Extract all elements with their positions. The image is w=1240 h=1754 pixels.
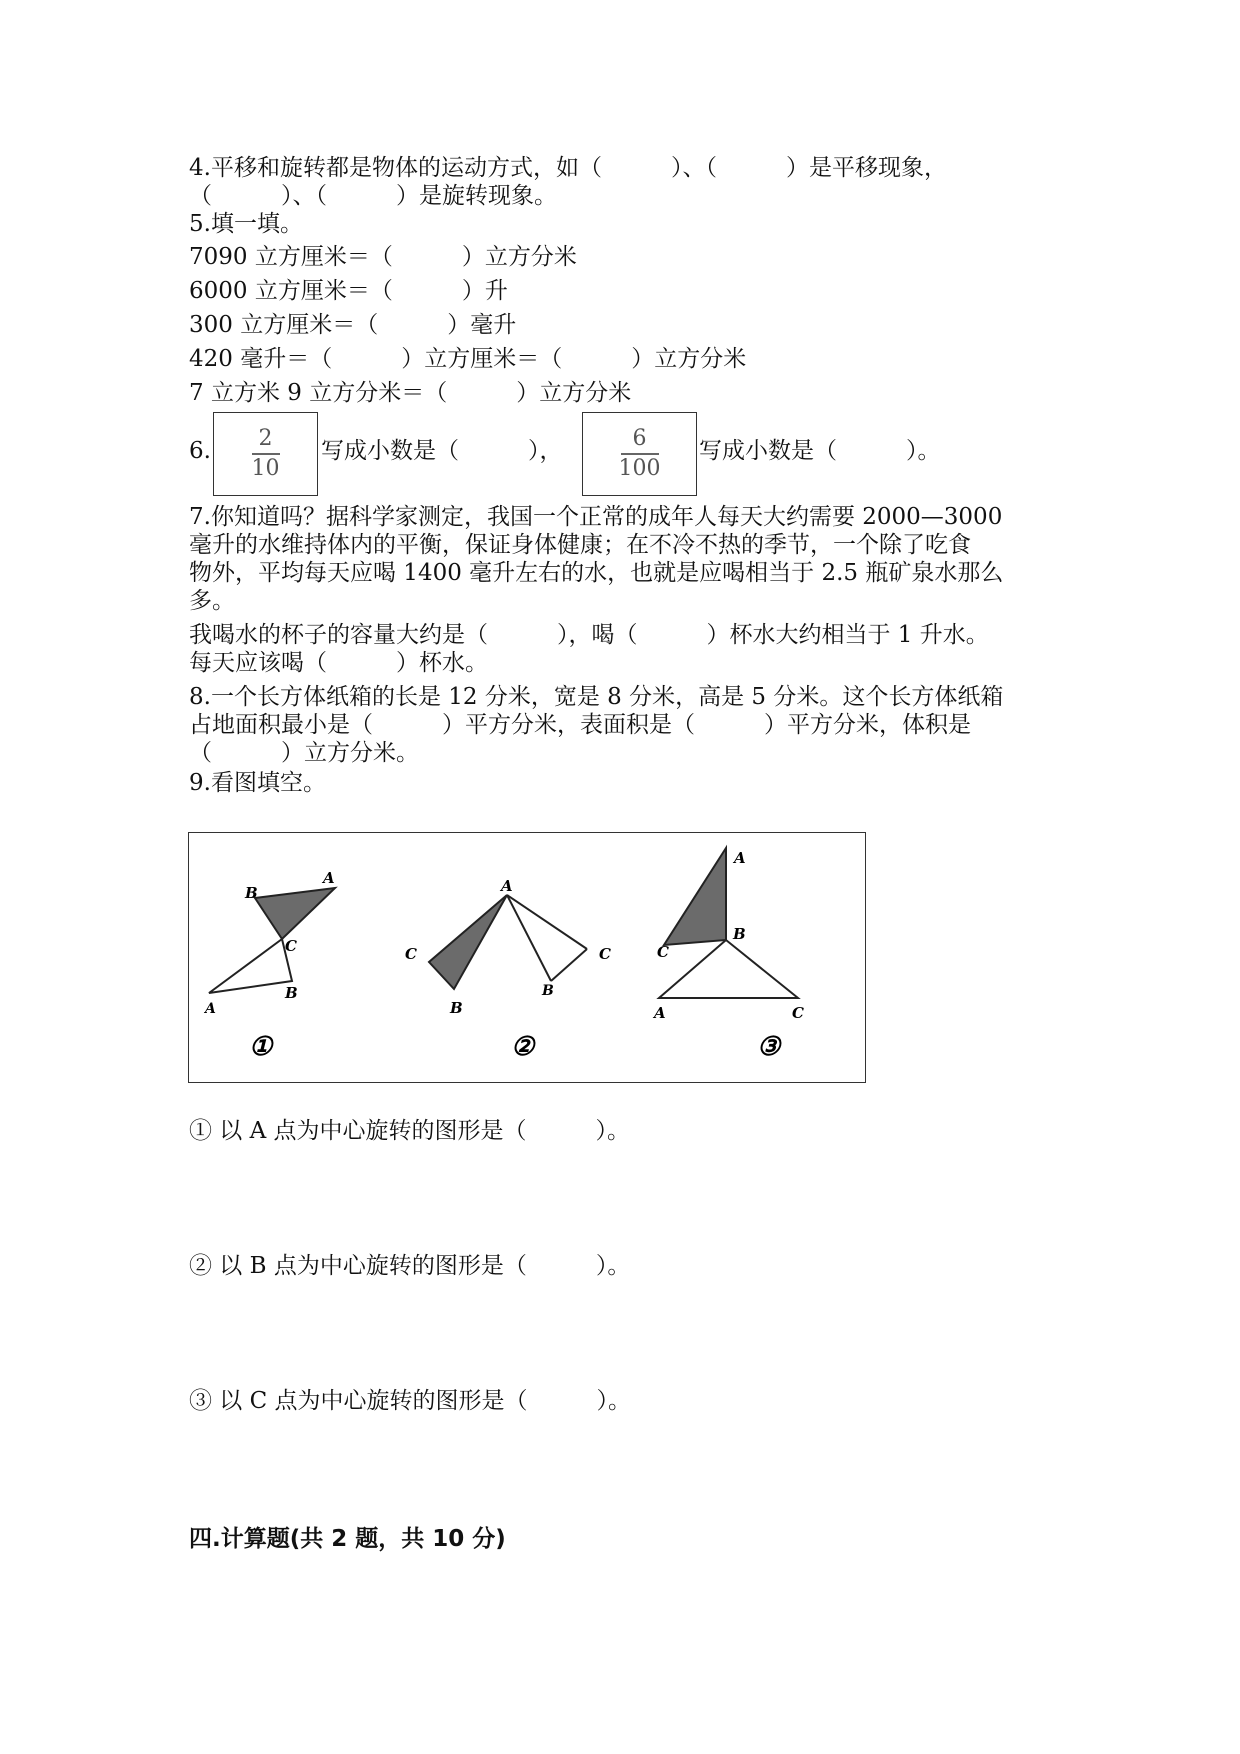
q5-title: 5.填一填。 [189,211,303,237]
figure-2-outline-side-2 [551,949,587,981]
q4-line-2: （ ）、（ ）是旋转现象。 [189,183,557,209]
fraction-1-bar [252,453,280,455]
figure-3-label-C-bottom: C [792,1004,804,1022]
figure-1-outline-triangle [209,939,292,993]
fraction-2-bar [621,453,659,455]
fraction-box-2 [582,412,697,496]
figure-3-outline-triangle [659,940,798,998]
fraction-box-1 [213,412,318,496]
q8-line-1: 8.一个长方体纸箱的长是 12 分米，宽是 8 分米，高是 5 分米。这个长方体纸箱 [189,684,1004,710]
figure-1-label-B-bottom: B [285,984,298,1002]
fraction-1-numerator: 2 [258,426,273,451]
figure-3-label-B: B [733,925,746,943]
q8-line-2: 占地面积最小是（ ）平方分米，表面积是（ ）平方分米，体积是 [189,712,971,738]
figure-2-label-B-right: B [542,983,554,999]
figure-2-shaded-triangle [429,895,507,989]
figure-1-shaded-triangle [255,888,335,939]
q9-title: 9.看图填空。 [189,770,326,796]
figure-1-label-B-top: B [245,884,258,902]
q9-question-1: ① 以 A 点为中心旋转的图形是（ ）。 [189,1118,631,1144]
q8-line-3: （ ）立方分米。 [189,740,419,766]
q6-number: 6. [189,438,211,464]
q5-item-5: 7 立方米 9 立方分米＝（ ）立方分米 [189,380,632,406]
q7-line-5: 我喝水的杯子的容量大约是（ ），喝（ ）杯水大约相当于 1 升水。 [189,622,989,648]
q5-item-1: 7090 立方厘米＝（ ）立方分米 [189,244,577,270]
q7-line-4: 多。 [189,588,235,614]
figure-3-label-A-bottom: A [654,1004,666,1022]
figure-2-label-C-left: C [405,945,417,963]
figure-3-label-C-top: C [657,943,669,961]
fraction-2-numerator: 6 [632,426,647,451]
figure-2-outline-side-3 [507,895,551,981]
rotation-figure [188,832,866,1083]
q9-question-2: ② 以 B 点为中心旋转的图形是（ ）。 [189,1253,631,1279]
figure-3 [652,848,804,1062]
q7-line-3: 物外，平均每天应喝 1400 毫升左右的水，也就是应喝相当于 2.5 瓶矿泉水那么 [189,560,1004,586]
q6-text-2: 写成小数是（ ）。 [699,438,941,464]
figure-3-label-A-top: A [734,849,746,867]
figure-3-caption: ③ [757,1032,781,1062]
figure-1 [203,869,335,1062]
figure-1-label-A-top: A [323,869,335,887]
fraction-2-denominator: 100 [618,456,661,481]
section-4-heading: 四.计算题(共 2 题，共 10 分) [189,1526,506,1552]
figure-2 [405,877,611,1062]
q4-line-1: 4.平移和旋转都是物体的运动方式，如（ ）、（ ）是平移现象， [189,155,947,181]
q7-line-6: 每天应该喝（ ）杯水。 [189,650,488,676]
q7-line-2: 毫升的水维持体内的平衡，保证身体健康；在不冷不热的季节，一个除了吃食 [189,532,971,558]
figure-1-caption: ① [249,1032,273,1062]
figure-2-label-B-bottom: B [450,999,463,1017]
figure-2-label-A: A [501,877,513,895]
fraction-1-denominator: 10 [251,456,280,481]
figure-1-label-A-bottom: A [205,1001,216,1017]
q7-line-1: 7.你知道吗？据科学家测定，我国一个正常的成年人每天大约需要 2000—3000 [189,504,1003,530]
figure-2-caption: ② [511,1032,535,1062]
q5-item-2: 6000 立方厘米＝（ ）升 [189,278,508,304]
q6-text-1: 写成小数是（ ）， [321,438,563,464]
q9-question-3: ③ 以 C 点为中心旋转的图形是（ ）。 [189,1388,632,1414]
q5-item-4: 420 毫升＝（ ）立方厘米＝（ ）立方分米 [189,346,747,372]
figure-2-label-C-right: C [599,945,611,963]
figure-3-shaded-triangle [664,848,726,945]
figure-1-label-C: C [285,937,297,955]
figure-2-outline-side-1 [507,895,587,949]
q5-item-3: 300 立方厘米＝（ ）毫升 [189,312,517,338]
